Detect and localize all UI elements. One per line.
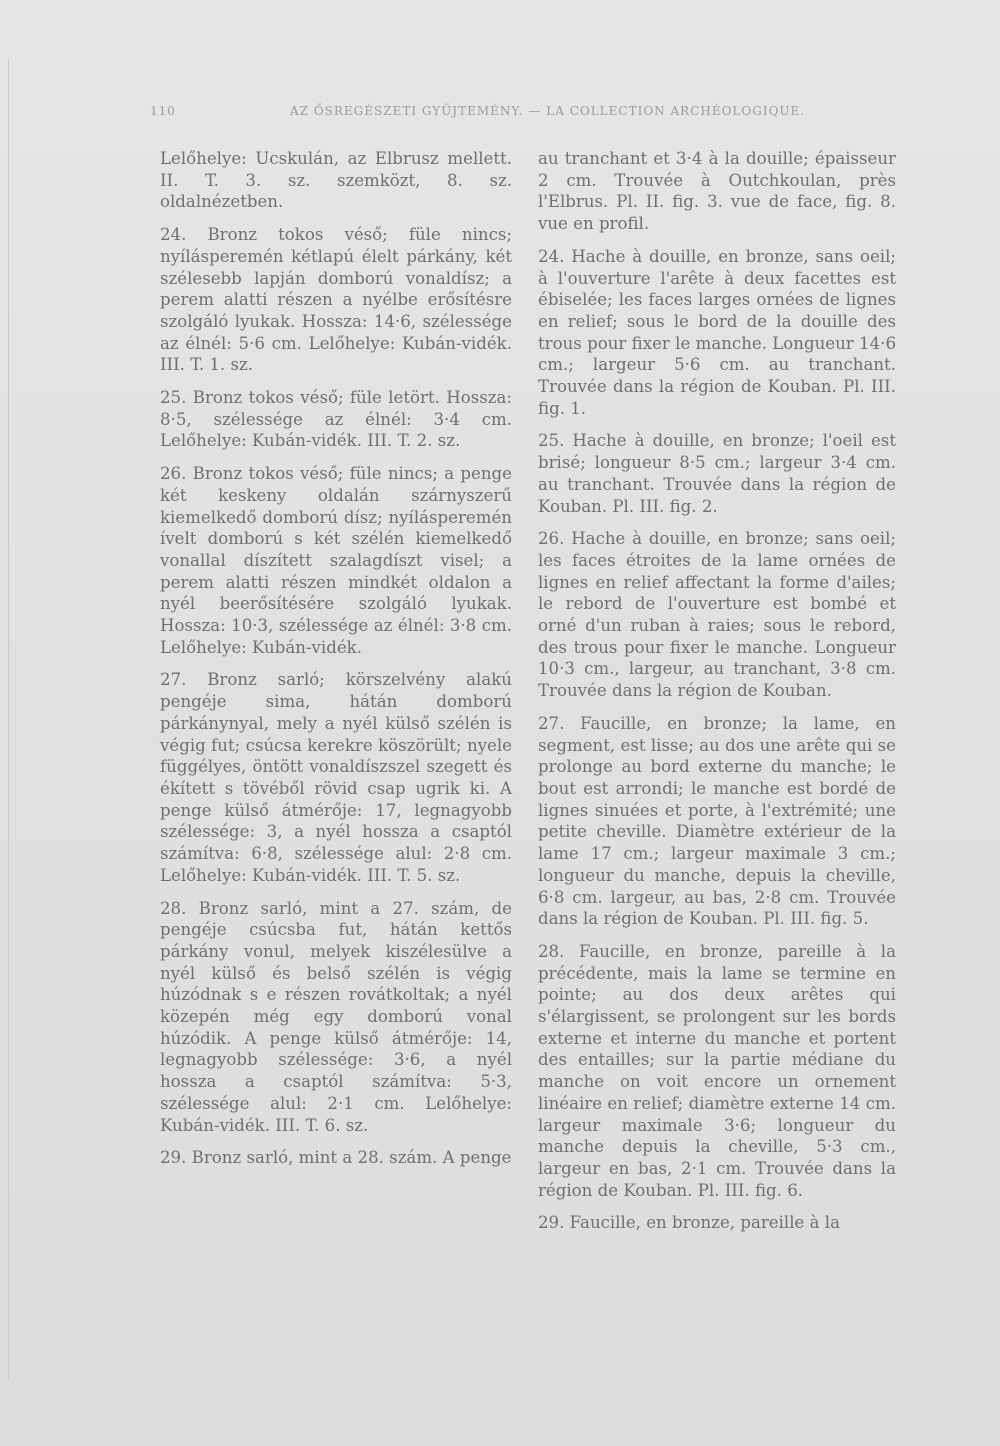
page-edge-line [8, 60, 9, 1380]
paragraph: 26. Bronz tokos véső; füle nincs; a penge két keskeny oldalán szárnyszerű kiemelkedő domború dísz; nyílásperemén ívelt domború s két szélén kiemelkedő vonallal díszített szalagdíszt visel; a perem alatti részen mindkét oldalon a nyél beerősítésére szolgáló lyukak. Hossza: 10·3, szélessége az élnél: 3·8 cm. Lelőhelye: Kubán-vidék. [160, 464, 512, 657]
paragraph: 26. Hache à douille, en bronze; sans oeil; les faces étroites de la lame ornées de lignes en relief affectant la forme d'ailes; le rebord de l'ouverture est bombé et orné d'un ruban à raies; sous le rebord, des trous pour fixer le manche. Longueur 10·3 cm., largeur, au tranchant, 3·8 cm. Trouvée dans la région de Kouban. [538, 529, 896, 701]
paragraph: 24. Hache à douille, en bronze, sans oeil; à l'ouverture l'arête à deux facettes est ébiselée; les faces larges ornées de lignes en relief; sous le bord de la douille des trous pour fixer le manche. Longueur 14·6 cm.; largeur 5·6 cm. au tranchant. Trouvée dans la région de Kouban. Pl. III. fig. 1. [538, 246, 896, 418]
paragraph: 29. Bronz sarló, mint a 28. szám. A penge [160, 1148, 512, 1168]
paragraph: Lelőhelye: Ucskulán, az Elbrusz mellett. II. T. 3. sz. szemközt, 8. sz. oldalnézetben. [160, 149, 512, 212]
french-column [538, 148, 896, 1245]
running-title: AZ ŐSREGÉSZETI GYŰJTEMÉNY. — LA COLLECTION ARCHÉOLOGIQUE. [290, 104, 806, 118]
paragraph: 28. Faucille, en bronze, pareille à la précédente, mais la lame se termine en pointe; au dos deux arêtes qui s'élargissent, se prolongent sur les bords externe et interne du manche et portent des entailles; sur la partie médiane du manche on voit encore un ornement linéaire en relief; diamètre externe 14 cm. largeur maximale 3·6; longueur du manche depuis la cheville, 5·3 cm., largeur en bas, 2·1 cm. Trouvée dans la région de Kouban. Pl. III. fig. 6. [538, 941, 896, 1200]
page-number: 110 [150, 104, 176, 118]
paragraph: 29. Faucille, en bronze, pareille à la [538, 1213, 840, 1233]
hungarian-column [160, 148, 512, 1180]
paragraph: 27. Faucille, en bronze; la lame, en segment, est lisse; au dos une arête qui se prolonge au bord externe du manche; le bout est arrondi; le manche est bordé de lignes sinuées et porte, à l'extrémité; une petite cheville. Diamètre extérieur de la lame 17 cm.; largeur maximale 3 cm.; longueur du manche, depuis la cheville, 6·8 cm. largeur, au bas, 2·8 cm. Trouvée dans la région de Kouban. Pl. III. fig. 5. [538, 713, 896, 929]
paragraph: 28. Bronz sarló, mint a 27. szám, de pengéje csúcsba fut, hátán kettős párkány vonul, melyek kiszélesülve a nyél külső és belső szélén is végig húzódnak s e részen rovátkoltak; a nyél közepén még egy domború vonal húzódik. A penge külső átmérője: 14, legnagyobb szélessége: 3·6, a nyél hossza a csaptól számítva: 5·3, szélessége alul: 2·1 cm. Lelőhelye: Kubán-vidék. III. T. 6. sz. [160, 898, 512, 1135]
page-header [150, 104, 870, 124]
paragraph: au tranchant et 3·4 à la douille; épaisseur 2 cm. Trouvée à Outchkoulan, près l'Elbrus. Pl. II. fig. 3. vue de face, fig. 8. vue en profil. [538, 149, 896, 234]
paragraph: 25. Bronz tokos véső; füle letört. Hossza: 8·5, szélessége az élnél: 3·4 cm. Lelőhelye: Kubán-vidék. III. T. 2. sz. [160, 388, 512, 451]
paragraph: 24. Bronz tokos véső; füle nincs; nyílásperemén kétlapú élelt párkány, két szélesebb lapján domború vonaldísz; a perem alatti részen a nyélbe erősítésre szolgáló lyukak. Hossza: 14·6, szélessége az élnél: 5·6 cm. Lelőhelye: Kubán-vidék. III. T. 1. sz. [160, 225, 512, 375]
paragraph: 27. Bronz sarló; körszelvény alakú pengéje sima, hátán domború párkánynyal, mely a nyél külső szélén is végig fut; csúcsa kerekre köszörült; nyele függélyes, öntött vonaldíszszel szegett és ékített s tövéből rövid csap ugrik ki. A penge külső átmérője: 17, legnagyobb szélessége: 3, a nyél hossza a csaptól számítva: 6·8, szélessége alul: 2·8 cm. Lelőhelye: Kubán-vidék. III. T. 5. sz. [160, 670, 512, 885]
paragraph: 25. Hache à douille, en bronze; l'oeil est brisé; longueur 8·5 cm.; largeur 3·4 cm. au tranchant. Trouvée dans la région de Kouban. Pl. III. fig. 2. [538, 431, 896, 516]
